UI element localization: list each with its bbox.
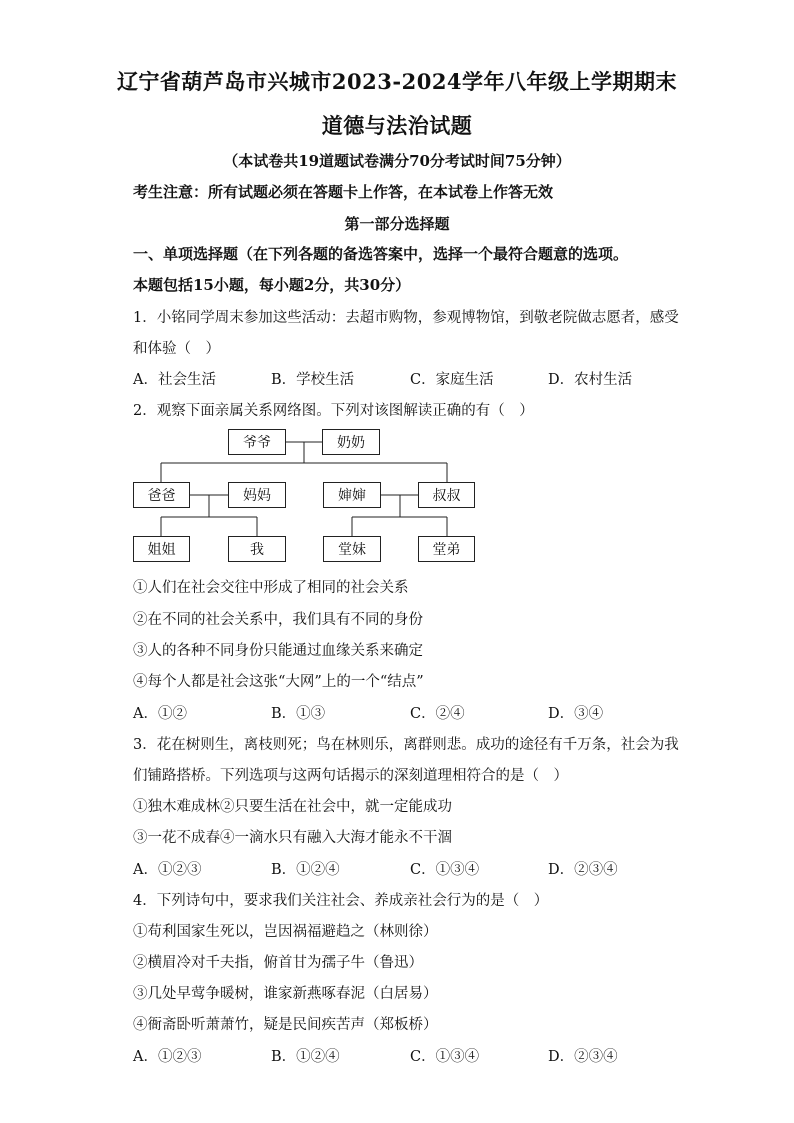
- question-2-item-4: ④每个人都是社会这张“大网”上的一个“结点”: [133, 674, 424, 690]
- question-3-option-c[interactable]: C．①③④: [410, 862, 480, 878]
- question-1-option-c[interactable]: C．家庭生活: [410, 372, 494, 388]
- exam-subtitle: （本试卷共19道题试卷满分70分考试时间75分钟）: [223, 152, 571, 170]
- question-2-option-a[interactable]: A．①②: [133, 706, 187, 722]
- question-4-stem: 4．下列诗句中，要求我们关注社会、养成亲社会行为的是（ ）: [133, 893, 549, 909]
- tree-node-grandma: 奶奶: [322, 429, 380, 455]
- question-2-item-3: ③人的各种不同身份只能通过血缘关系来确定: [133, 643, 423, 659]
- question-1-stem-line1: 1．小铭同学周末参加这些活动：去超市购物，参观博物馆，到敬老院做志愿者，感受: [133, 310, 679, 326]
- question-4-item-2: ②横眉冷对千夫指，俯首甘为孺子牛（鲁迅）: [133, 955, 423, 971]
- question-4-option-c[interactable]: C．①③④: [410, 1049, 480, 1065]
- question-4-item-1: ①苟利国家生死以，岂因祸福避趋之（林则徐）: [133, 924, 438, 940]
- tree-node-sister: 姐姐: [133, 536, 190, 562]
- exam-title-line1: 辽宁省葫芦岛市兴城市2023-2024学年八年级上学期期末: [116, 69, 678, 94]
- question-3-stem-line1: 3．花在树则生，离枝则死；鸟在林则乐，离群则悲。成功的途径有千万条，社会为我: [133, 737, 679, 753]
- tree-node-uncle: 叔叔: [418, 482, 475, 508]
- question-3-stem-line2: 们铺路搭桥。下列选项与这两句话揭示的深刻道理相符合的是（ ）: [133, 768, 568, 784]
- question-2-option-b[interactable]: B．①③: [271, 706, 326, 722]
- tree-node-mom: 妈妈: [228, 482, 286, 508]
- tree-node-cousin-male: 堂弟: [418, 536, 475, 562]
- question-1-option-d[interactable]: D．农村生活: [548, 372, 633, 388]
- tree-node-aunt: 婶婶: [323, 482, 381, 508]
- tree-node-cousin-female: 堂妹: [323, 536, 381, 562]
- tree-node-dad: 爸爸: [133, 482, 190, 508]
- question-3-item-2: ③一花不成春④一滴水只有融入大海才能永不干涸: [133, 830, 452, 846]
- part-heading: 第一部分选择题: [344, 215, 450, 233]
- question-2-item-1: ①人们在社会交往中形成了相同的社会关系: [133, 580, 409, 596]
- question-1-stem-line2: 和体验（ ）: [133, 341, 220, 357]
- question-3-option-d[interactable]: D．②③④: [548, 862, 618, 878]
- question-3-item-1: ①独木难成林②只要生活在社会中，就一定能成功: [133, 799, 452, 815]
- question-4-option-d[interactable]: D．②③④: [548, 1049, 618, 1065]
- question-4-option-b[interactable]: B．①②④: [271, 1049, 340, 1065]
- question-3-option-b[interactable]: B．①②④: [271, 862, 340, 878]
- question-2-item-2: ②在不同的社会关系中，我们具有不同的身份: [133, 612, 423, 628]
- section-heading-line2: 本题包括15小题，每小题2分，共30分）: [133, 276, 411, 294]
- question-2-option-d[interactable]: D．③④: [548, 706, 604, 722]
- question-4-item-3: ③几处早莺争暖树，谁家新燕啄春泥（白居易）: [133, 986, 438, 1002]
- question-1-option-b[interactable]: B．学校生活: [271, 372, 355, 388]
- tree-node-me: 我: [228, 536, 286, 562]
- question-3-option-a[interactable]: A．①②③: [133, 862, 202, 878]
- question-4-item-4: ④衙斋卧听萧萧竹，疑是民间疾苦声（郑板桥）: [133, 1017, 438, 1033]
- exam-title-line2: 道德与法治试题: [321, 113, 473, 138]
- section-heading-line1: 一、单项选择题（在下列各题的备选答案中，选择一个最符合题意的选项。: [133, 245, 629, 263]
- question-2-option-c[interactable]: C．②④: [410, 706, 465, 722]
- exam-notice: 考生注意：所有试题必须在答题卡上作答，在本试卷上作答无效: [133, 183, 554, 201]
- question-2-stem: 2．观察下面亲属关系网络图。下列对该图解读正确的有（ ）: [133, 403, 534, 419]
- tree-node-grandpa: 爷爷: [228, 429, 286, 455]
- question-4-option-a[interactable]: A．①②③: [133, 1049, 202, 1065]
- question-1-option-a[interactable]: A．社会生活: [133, 372, 216, 388]
